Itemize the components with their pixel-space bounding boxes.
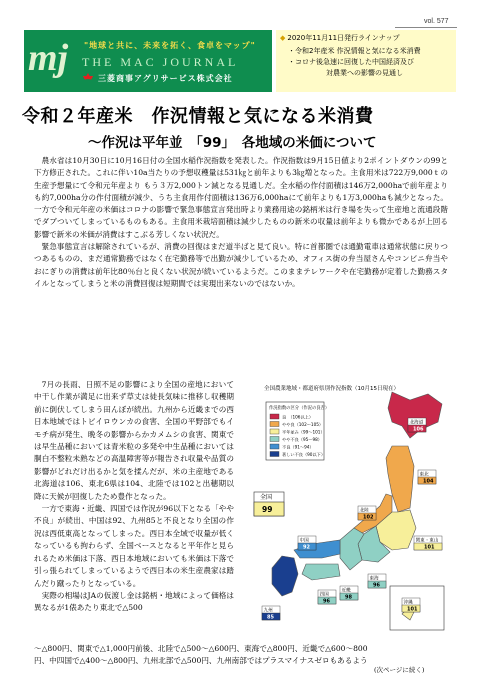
article-title: 令和２年産米 作況情報と気になる米消費 <box>22 106 374 127</box>
legend-swatch <box>270 437 279 442</box>
region-value: 102 <box>363 514 374 521</box>
region-shikoku <box>302 564 340 580</box>
paragraph-line: ～△800円、関東で△1,000円前後、北陸で△500～△600円、東海で△800円、近畿で△600～800 <box>34 644 368 653</box>
japan-map <box>242 378 454 640</box>
news-lineup-box <box>276 30 456 92</box>
article-body-bottom <box>34 643 448 668</box>
region-name: 関東・東山 <box>415 538 439 544</box>
region-value: 106 <box>413 426 424 433</box>
national-label: 全国 <box>260 494 273 501</box>
region-kyushu <box>272 556 298 596</box>
company-name: 三菱商事アグリサービス株式会社 <box>98 74 233 83</box>
article-left-column <box>34 379 234 615</box>
region-name: 九州 <box>263 608 273 614</box>
journal-name: THE MAC JOURNAL <box>82 55 239 69</box>
legend-label: 平年並み（99～101） <box>282 429 325 435</box>
region-value: 98 <box>345 594 352 601</box>
region-name: 四国 <box>319 592 329 598</box>
volume-divider <box>395 27 457 28</box>
mitsubishi-logo-icon <box>82 73 94 85</box>
legend-label: 不良（91～94） <box>282 444 314 450</box>
paragraph: 7月の長雨、日照不足の影響により全国の産地において中干し作業が満足に出来ず草丈は徒長気味に推移し収穫期前に倒伏してしまう田んぼが続出。九州から近畿までの西日本地域ではトビイロウンカの食害、全国の平野部でもイモチ病が発生、晩冬の影響からかカメムシの食害、関東では早生品種においては青米粒の多発や中生品種においては胴白不整粒未熟などの高温障害等が報告され収量や品質の影響がどれだけ出るかと気を揉んだが、米の主産地である北海道は106、東北6県は104、北陸では102と出穂期以降に天候が回復したため豊作となった。 <box>34 380 234 501</box>
masthead-banner <box>24 30 272 92</box>
region-value: 96 <box>373 582 380 589</box>
legend-swatch <box>270 429 279 434</box>
news-item: ・令和2年産米 作況情報と気になる米消費 <box>288 47 421 55</box>
diamond-icon: ◆ <box>280 34 286 42</box>
article-body-top <box>34 155 448 290</box>
region-value: 101 <box>424 544 435 551</box>
legend-swatch <box>270 414 279 419</box>
legend-label: やや不良（95～98） <box>282 436 322 442</box>
paragraph: 一方で東海・近畿、四国では作況が96以下となる「やや不良」が続出、中国は92、九州85と不良となり全国の作況は西低東高となってしまった。西日本全域で収量が低くなっているも拘わらず、全国ベースとなると平年作と見られるため米価は下落、西日本地域においても米価は下落で引っ張られてしまっているようで西日本の米生産農家は踏んだり蹴ったりとなっている。 <box>34 504 234 588</box>
national-value: 99 <box>262 505 273 514</box>
region-value: 92 <box>303 544 310 551</box>
news-item: ・コロナ後急速に回復した中国経済及び <box>288 58 414 66</box>
region-name: 東海 <box>369 576 379 582</box>
region-value: 101 <box>407 606 418 613</box>
region-value: 104 <box>423 478 434 485</box>
paragraph: 実際の相場はJAの仮渡し金は銘柄・地域によって価格は異なるが1俵あたり東北で△500 <box>34 590 234 613</box>
yield-index-map <box>242 378 454 640</box>
paragraph: 農水省は10月30日に10月16日付の全国水稲作況指数を発表した。作況指数は9月15日値より2ポイントダウンの99と下方修正された。これに伴い10a当たりの予想収穫量は531㎏と前年よりも3㎏増となった。主食用米は722万9,000ｔの生産予想量にて令和元年産より もう３万2,000トン減となる見通しだ。全水稲の作付面積は146万2,000haで前年産よりも約7,000ha分の作付面積が減少、うち主食用作付面積は136万6,000haにて前年よりも1万3,000haも減少となった。一方で令和元年産の米価はコロナの影響で緊急事態宣言発出時より業務用途の銘柄米は行き場を失って生産地と流通段階でダブついてしまっているものもある。主食用米栽培面積は減少したものの新米の収量は前年よりも微かであるが上回る影響で新米の米価が消費はすこぶる芳しくない状況だ。 <box>34 156 448 239</box>
region-value: 96 <box>323 598 330 605</box>
legend-swatch <box>270 444 279 449</box>
legend-label: 著しい不良（90以下） <box>282 451 326 457</box>
region-name: 沖縄 <box>403 600 413 606</box>
paragraph: 緊急事態宣言は解除されているが、消費の回復はまだ道半ばと見て良い。特に首都圏では通勤電車は通常状態に戻りつつあるものの、まだ通常勤務ではなく在宅勤務等で出勤が減少しているため、オフィス街の弁当屋さんやコンビニ弁当やおにぎりの消費は前年比80％台と良くない状況が続いているようだ。このままテレワークや在宅勤務が定着した勤務スタイルとなってしまうと米の消費回復は短期間では実現出来ないのではないか。 <box>34 242 448 288</box>
article-subtitle: ～作況は平年並 「99」 各地域の米価について <box>88 135 377 151</box>
map-title: 全国農業地域・都道府県別作況指数（10月15日現在） <box>264 386 399 392</box>
region-value: 85 <box>267 614 274 621</box>
legend-title: 作況指数の区分（作況の良否） <box>269 406 330 411</box>
legend-label: やや良（102～105） <box>282 421 324 427</box>
legend-swatch <box>270 452 279 457</box>
region-name: 東北 <box>419 472 429 478</box>
region-name: 中国 <box>299 538 309 544</box>
continued-note: (次ページに続く) <box>374 666 425 674</box>
mj-logo: mj <box>28 37 69 79</box>
paragraph-line: 円、中四国で△400～△800円、九州北部で△500円、九州南部ではプラスマイナスゼロもあるよう <box>34 656 368 666</box>
legend-swatch <box>270 422 279 427</box>
region-name: 近畿 <box>341 588 351 594</box>
legend-label: 良 （106以上） <box>282 414 314 420</box>
news-item: 対農業への影響の見通し <box>326 69 403 77</box>
masthead-tagline: "地球と共に、未来を拓く、食卓をマップ" <box>84 41 256 50</box>
region-name: 北海道 <box>409 420 424 426</box>
volume-number: vol. 577 <box>424 18 449 25</box>
region-name: 北陸 <box>359 508 369 514</box>
news-lineup-heading: ◆ 2020年11月11日発行ラインナップ <box>280 34 400 42</box>
